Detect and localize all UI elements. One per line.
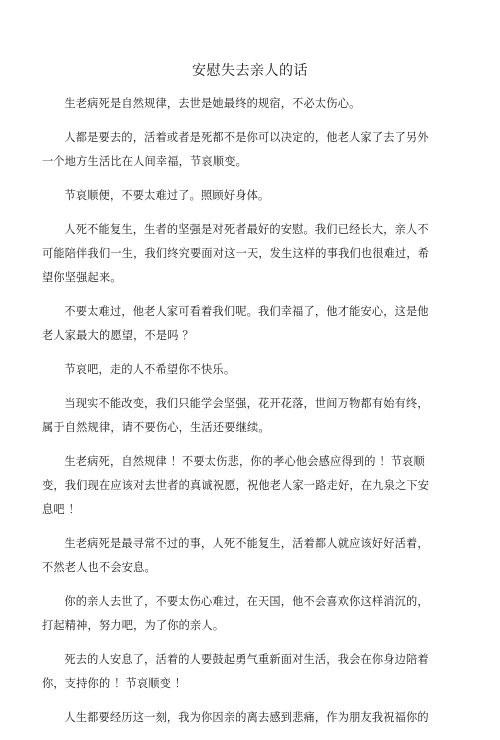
paragraph: 生老病死，自然规律 ！不要太伤悲，你的孝心他会感应得到的 ！节哀顺变，我们现在应该对去世者的真诚祝愿，祝他老人家一路走好，在九泉之下安息吧 ！ xyxy=(42,455,430,516)
paragraph: 你的亲人去世了，不要太伤心难过，在天国，他不会喜欢你这样消沉的，打起精神，努力吧，为了你的亲人。 xyxy=(42,595,429,632)
paragraph: 人生都要经历这一刻，我为你因亲的离去感到悲痛，作为朋友我祝福你的 xyxy=(64,711,429,724)
paragraph: 生老病死是自然规律，去世是她最终的规宿，不必太伤心。 xyxy=(64,97,361,110)
paragraph: 人都是要去的，活着或者是死都不是你可以决定的，他老人家了去了另外一个地方生活比在人间幸福，节哀顺变。 xyxy=(42,131,429,168)
document-body xyxy=(42,92,434,740)
paragraph: 当现实不能改变，我们只能学会坚强，花开花落，世间万物都有始有终，属于自然规律，请不要伤心，生活还要继续。 xyxy=(42,397,429,434)
paragraph: 死去的人安息了，活着的人要鼓起勇气重新面对生活，我会在你身边陪着你，支持你的 ！节哀顺变 ！ xyxy=(42,653,429,690)
paragraph: 节哀吧，走的人不希望你不快乐。 xyxy=(64,363,236,376)
paragraph: 不要太难过，他老人家可看着我们呢。我们幸福了，他才能安心，这是他老人家最大的愿望，不是吗 ？ xyxy=(42,305,429,342)
paragraph: 节哀顺便，不要太难过了。照顾好身体。 xyxy=(64,189,270,202)
paragraph: 生老病死是最寻常不过的事，人死不能复生，活着都人就应该好好活着，不然老人也不会安息。 xyxy=(42,537,429,574)
paragraph: 人死不能复生，生者的坚强是对死者最好的安慰。我们已经长大，亲人不可能陪伴我们一生，我们终究要面对这一天，发生这样的事我们也很难过，希望你坚强起来。 xyxy=(42,223,430,284)
document-title: 安慰失去亲人的话 xyxy=(192,63,308,79)
